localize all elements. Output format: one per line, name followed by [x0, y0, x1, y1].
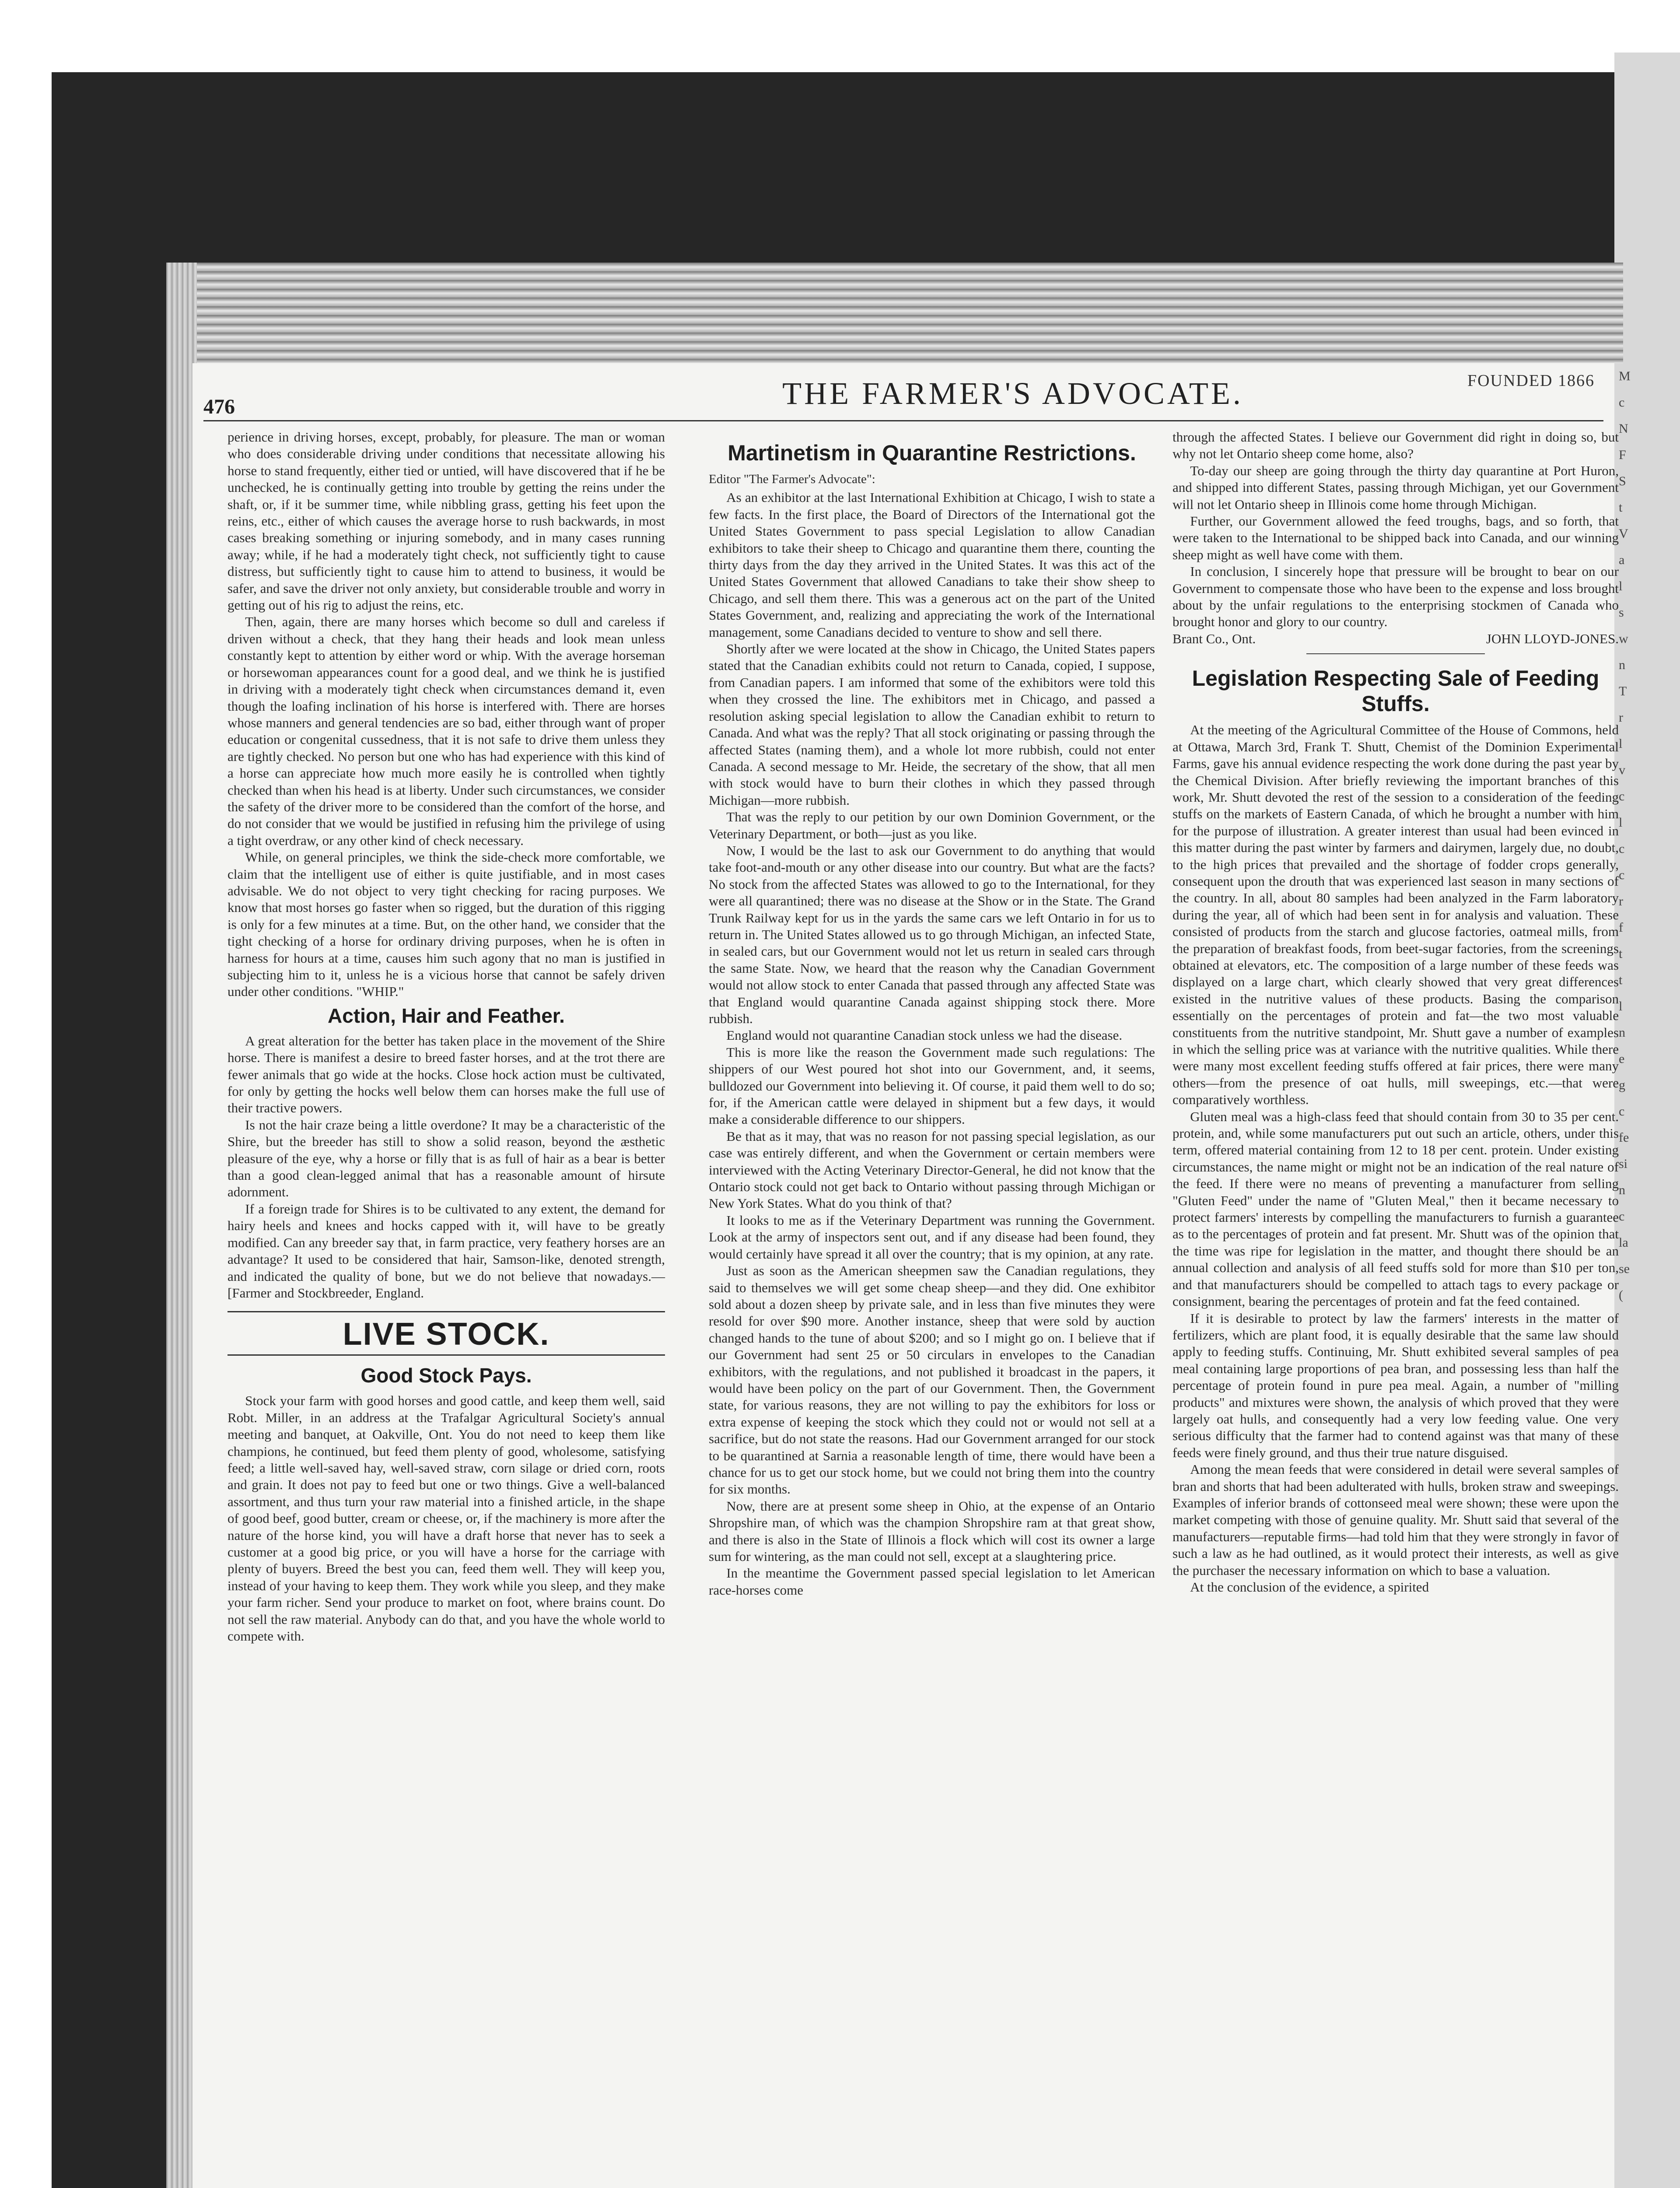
paragraph: Gluten meal was a high-class feed that should contain from 30 to 35 per cent. protein, and, while some manufacturers put out such an article, others, under this term, offered material containing from 12 to 18 per cent. protein. Under existing circumstances, the name might or might not be an indication of the real nature of the feed. If there were no means of preventing a manufacturer from selling "Gluten Feed" under the name of "Gluten Meal," then it became necessary to protect farmers' interests by compelling the manufacturers to furnish a guarantee as to the percentages of protein and fat present. Mr. Shutt was of the opinion that the time was ripe for legislation in the matter, and thought there should be an annual collection and analysis of all feed stuffs sold for more than $10 per ton, and that manufacturers should be compelled to attach tags to every package or consignment, bearing the percentages of protein and fat the feed contained. — [1172, 1108, 1619, 1309]
paragraph: It looks to me as if the Veterinary Department was running the Government. Look at the army of inspectors sent out, and if any disease had been found, they would certainly have spread it all over the country; that is my opinion, at any rate. — [709, 1212, 1155, 1262]
paragraph — [228, 849, 665, 1000]
paragraph: At the conclusion of the evidence, a spirited — [1190, 1579, 1429, 1595]
paragraph: If it is desirable to protect by law the farmers' interests in the matter of fertilizers, which are plant food, it is equally desirable that the same law should apply to feeding stuffs. Continuing, Mr. Shutt exhibited several samples of pea meal containing large proportions of pea bran, and possessing less than half the percentage of protein found in pure pea meal. Again, a number of "milling products" and mixtures were shown, the analysis of which proved that they were largely oat hulls, and consequently had a very low feeding value. One very serious difficulty that the farmer had to contend against was that many of these feeds were finely ground, and thus their true nature disguised. — [1172, 1310, 1619, 1460]
paragraph-text: While, on general principles, we think the side-check more comfortable, we claim that the intelligent use of either is quite justifiable, and in most cases advisable. We do not object to very tight checking for racing purposes. We know that most horses go faster when so rigged, but the duration of this rigging is only for a few minutes at a time. But, on the other hand, we consider that the tight checking of a horse for ordinary driving purposes, when he is often in harness for hours at a time, causes him such agony that no man is justified in subjecting him to it, unless he is a vicious horse that cannot be safely driven under other conditions. — [228, 849, 665, 999]
paragraph: Among the mean feeds that were considered in detail were several samples of bran and shorts that had been adulterated with hulls, broken straw and sweepings. Examples of inferior brands of cottonseed meal were shown; these were upon the market competing with those of genuine quality. Mr. Shutt said that several of the manufacturers—reputable firms—had told him that they were strongly in favor of such a law as he had outlined, as it would protect their interests, as well as give the purchaser the necessary information on which to base a valuation. — [1172, 1462, 1619, 1578]
paragraph: As an exhibitor at the last International Exhibition at Chicago, I wish to state a few facts. In the first place, the Board of Directors of the International got the United States Government to pass special Legislation to allow Canadian exhibitors to take their sheep to Chicago and quarantine them there, counting the thirty days from the day they arrived in the United States. It was this act of the United States Government that allowed Canadians to take their show sheep to Chicago, and sell them there. This was a generous act on the part of the United States Government, and, realizing and appreciating the work of the International management, some Canadians decided to venture to show and sell there. — [709, 490, 1155, 640]
article-heading-good-stock: Good Stock Pays. — [360, 1364, 532, 1387]
paragraph: England would not quarantine Canadian stock unless we had the disease. — [726, 1027, 1123, 1043]
paragraph: That was the reply to our petition by our own Dominion Government, or the Veterinary Department, or both—just as you like. — [709, 809, 1155, 842]
paragraph: Further, our Government allowed the feed troughs, bags, and so forth, that were taken to the International to be shipped back into Canada, and our winning sheep might as well have come with them. — [1172, 513, 1619, 562]
adjacent-page-text: M c N F S t V a l s w n T r l v c l c c r f t t l n e g c fe si n c la se ( — [1619, 369, 1631, 1302]
paragraph: Stock your farm with good horses and good cattle, and keep them well, said Robt. Miller, in an address at the Trafalgar Agricultural Society's annual meeting and banquet, at Oakville, Ont. You do not need to keep them like champions, he continued, but feed them plenty of good, wholesome, satisfying feed; a little well-saved hay, well-saved straw, corn silage or dried corn, roots and grain. It does not pay to feed but one or two things. Give a well-balanced assortment, and thus turn your raw material into a finished article, in the shape of good beef, good butter, cream or cheese, or, if the machinery is more after the nature of the horse kind, you will have a draft horse that never has to seek a customer at a good big price, or you will have a horse for the carriage with plenty of buyers. Breed the best you can, feed them well. They will keep you, instead of your having to keep them. They work while you sleep, and they make your farm richer. Send your produce to market on foot, where brains count. Do not sell the raw material. Anybody can do that, and you have the whole world to compete with. — [228, 1393, 665, 1644]
paragraph: perience in driving horses, except, probably, for pleasure. The man or woman who does considerable driving under conditions that necessitate allowing his horse to stand frequently, either tied or untied, will have discovered that if he be unchecked, he is continually getting into trouble by getting the reins under the shaft, or, if it be summer time, while nibbling grass, getting his feet upon the reins, etc., either of which causes the average horse to rush backwards, in most cases breaking something or injuring somebody, and in many cases running away; while, if he had a moderately tight check, not sufficiently tight to cause distress, but sufficiently tight to cause him to attend to business, it would be safer, and save the driver not only anxiety, but considerable trouble and worry in getting out of his rig to adjust the reins, etc. — [228, 429, 665, 613]
paragraph: through the affected States. I believe our Government did right in doing so, but why not let Ontario sheep come home, also? — [1172, 429, 1619, 462]
article-heading-martinetism: Martinetism in Quarantine Restrictions. — [728, 441, 1136, 465]
paragraph: This is more like the reason the Government made such regulations: The shippers of our West poured hot shot into our Government, and, it seems, bulldozed our Government into believing it. Of course, it paid them well to do so; for, if the American cattle were delayed in shipment but a few days, it would make a considerable difference to our shippers. — [709, 1044, 1155, 1127]
page-number: 476 — [203, 395, 235, 418]
paragraph: Then, again, there are many horses which become so dull and careless if driven without a check, that they hang their heads and look mean unless constantly kept to attention by either word or whip. With the average horseman or horsewoman appearances count for a good deal, and we think he is justified in driving with a moderately tight check when circumstances demand it, even though the loafing inclination of his horse is interfered with. There are horses whose manners and general tendencies are so bad, either through want of proper education or congenital cussedness, that it is not safe to drive them unless they are tightly checked. No person but one who has had experience with this kind of a horse can appreciate how much more easily he is controlled when tightly checked than when his head is at liberty. Under such circumstances, we consider the safety of the driver more to be considered than the comfort of the horse, and do not consider that we would be justified in refusing him the privilege of using a tight overdraw, or any other kind of check necessary. — [228, 614, 665, 848]
paragraph: To-day our sheep are going through the thirty day quarantine at Port Huron, and shipped into different States, passing through Michigan, yet our Government will not let Ontario sheep in Illinois come home through Michigan. — [1172, 463, 1619, 512]
divider — [1306, 653, 1485, 654]
paragraph: Just as soon as the American sheepmen saw the Canadian regulations, they said to themselves we will get some cheap sheep—and they did. One exhibitor sold about a dozen sheep by private sale, and in less than five minutes they were resold for over $90 more. Another instance, sheep that were sold by auction changed hands to the tune of about $200; and so I might go on. I believe that if our Government had sent 25 or 50 circulars in envelopes to the Canadian exhibitors, with the regulations, and not published it broadcast in the papers, it would have been policy on the part of our Government. Then, the Government state, for various reasons, they are not willing to pay the exhibitors for loss or extra expense of keeping the stock which they could not or would not sell at a sacrifice, but do not state the reasons. Had our Government arranged for our stock to be quarantined at Sarnia a reasonable length of time, there would have been a chance for us to get our stock home, but we could not bring them into the country for six months. — [709, 1263, 1155, 1497]
article-heading-action: Action, Hair and Feather. — [328, 1004, 565, 1027]
paragraph: Now, there are at present some sheep in Ohio, at the expense of an Ontario Shropshire man, of which was the champion Shropshire ram at that great show, and there is also in the State of Illinois a flock which will cost its owner a large sum for wintering, as the man could not sell, except at a slaughtering price. — [709, 1498, 1155, 1564]
paragraph: Now, I would be the last to ask our Government to do anything that would take foot-and-mouth or any other disease into our country. But what are the facts? No stock from the affected States was allowed to go to the International, for they were all quarantined; there was no disease at the Show or in the State. The Grand Trunk Railway kept for us in the yards the same cars we left Ontario in for us to return in. The United States allowed us to go through Michigan, an infected State, in sealed cars, but our Government would not let us return in sealed cars through the same State. Now, we heard that the reason why the Canadian Government would not allow stock to enter Canada that passed through any affected State was that England would quarantine Canada against shipping stock there. More rubbish. — [709, 842, 1155, 1026]
editor-salutation: Editor "The Farmer's Advocate": — [709, 472, 875, 486]
paragraph: In conclusion, I sincerely hope that pressure will be brought to bear on our Government to compensate those who have been to the expense and loss brought about by the unfair regulations to the enterprising stockmen of Canada who brought honor and glory to our country. — [1172, 564, 1619, 630]
paragraph: A great alteration for the better has taken place in the movement of the Shire horse. There is manifest a desire to breed faster horses, and at the trot there are fewer animals that go wide at the hocks. Close hock action must be cultivated, for only by getting the hocks well below them can horses make the full use of their tractive powers. — [228, 1033, 665, 1116]
header-rule — [203, 420, 1603, 421]
section-title-live-stock: LIVE STOCK. — [343, 1317, 550, 1352]
article-heading-legislation: Legislation Respecting Sale of Feeding Stuffs. — [1192, 666, 1600, 716]
signature-line — [1172, 631, 1619, 647]
paragraph: If a foreign trade for Shires is to be cultivated to any extent, the demand for hairy heels and knees and hocks capped with it, will have to be greatly modified. Can any breeder say that, in farm practice, very feathery horses are an advantage? It used to be considered that hair, Samson-like, denoted strength, and indicated the quality of bone, but we do not believe that nowadays.—[Farmer and Stockbreeder, England. — [228, 1201, 665, 1301]
paragraph: In the meantime the Government passed special legislation to let American race-horses come — [709, 1565, 1155, 1598]
column-3 — [1172, 429, 1619, 1595]
signature-name: JOHN LLOYD-JONES. — [1486, 631, 1619, 646]
signature-place: Brant Co., Ont. — [1172, 631, 1256, 646]
letter-signature: "WHIP." — [356, 984, 404, 999]
paragraph: Be that as it may, that was no reason for not passing special legislation, as our case was entirely different, and when the Government or certain members were interviewed with the Acting Veterinary Director-General, he did not know that the Ontario stock could not get back to Ontario without passing through Michigan or New York States. What do you think of that? — [709, 1128, 1155, 1211]
column-1 — [228, 429, 665, 1645]
column-2 — [709, 429, 1155, 1599]
page-header — [203, 367, 1603, 419]
paragraph: Shortly after we were located at the show in Chicago, the United States papers stated that the Canadian exhibits could not return to Canada, copied, I suppose, from Canadian papers. I am informed that some of the exhibitors were told this when they crossed the line. The exhibitors met in Chicago, and passed a resolution asking special legislation to allow the Canadian exhibit to return to Canada. And what was the reply? That all stock originating or passing through the affected States (naming them), and a whole lot more rubbish, could not enter Canada. A second message to Mr. Heide, the secretary of the show, that all men with stock would have to burn their clothes in which they passed through Michigan—more rubbish. — [709, 641, 1155, 808]
section-banner — [228, 1311, 665, 1356]
book-page-edge-top — [166, 263, 1623, 363]
masthead-title: THE FARMER'S ADVOCATE. — [782, 376, 1243, 411]
paragraph: At the meeting of the Agricultural Committee of the House of Commons, held at Ottawa, March 3rd, Frank T. Shutt, Chemist of the Dominion Experimental Farms, gave his annual evidence respecting the work done during the past year by the Chemical Division. After briefly reviewing the important branches of this work, Mr. Shutt devoted the rest of the session to a consideration of the feeding stuffs on the markets of Eastern Canada, of which he brought a number with him for the purpose of illustration. A greater interest than usual had been evinced in this matter during the past winter by farmers and dairymen, largely due, no doubt, to the high prices that prevailed and the shortage of fodder crops generally, consequent upon the drouth that was experienced last season in many sections of the country. In all, about 80 samples had been analyzed in the Farm laboratory during the year, all of which had been sent in for analysis and valuation. These consisted of products from the starch and glucose factories, oatmeal mills, from the preparation of breakfast foods, from beet-sugar factories, from the screenings obtained at elevators, etc. The composition of a large number of these feeds was displayed on a large chart, which clearly showed that very great differences existed in the nutritive values of these products. Basing the comparison essentially on the percentages of protein and fat—the two most valuable constituents from the nutritive standpoint, Mr. Shutt gave a number of examples in which the selling price was at variance with the nutritive qualities. While there were many most excellent feeding stuffs offered at fair prices, there were many others—from the presence of oat hulls, mill sweepings, etc.—that were comparatively worthless. — [1172, 722, 1619, 1108]
paragraph: Is not the hair craze being a little overdone? It may be a characteristic of the Shire, but the breeder has still to show a solid reason, beyond the æsthetic pleasure of the eye, why a horse or filly that is as full of hair as a bear is better than a good clean-legged animal that has a reasonable amount of hirsute adornment. — [228, 1117, 665, 1200]
founded-line: FOUNDED 1866 — [1467, 372, 1595, 390]
